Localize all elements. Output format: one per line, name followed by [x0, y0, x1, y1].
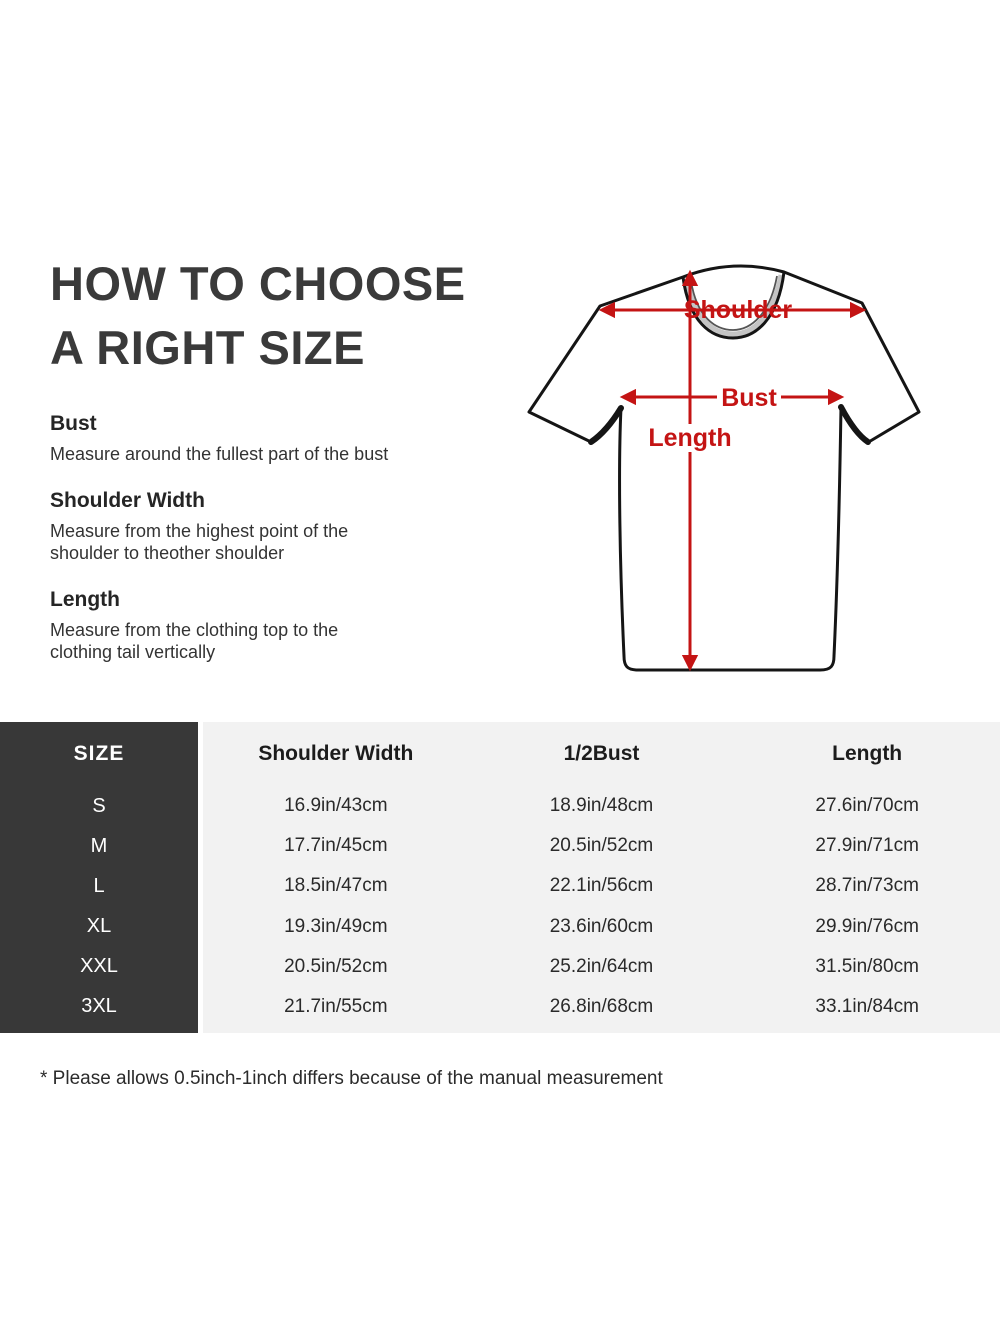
- size-table: [0, 722, 1000, 1033]
- measurement-disclaimer: * Please allows 0.5inch-1inch differs because of the manual measurement: [40, 1068, 663, 1089]
- cell-shoulder-width: 20.5in/52cm: [284, 955, 388, 977]
- instruction-length-text-line1: Measure from the clothing top to the: [50, 620, 339, 640]
- length-arrow-label: Length: [648, 424, 732, 452]
- cell-half-bust: 26.8in/68cm: [549, 995, 654, 1017]
- size-table-measurements: [203, 722, 1000, 1033]
- size-label-m: M: [90, 834, 108, 857]
- size-label-l: L: [93, 874, 105, 897]
- instruction-length-text-line2: clothing tail vertically: [50, 642, 216, 662]
- cell-length: 27.6in/70cm: [815, 795, 919, 817]
- cell-shoulder-width: 16.9in/43cm: [284, 795, 388, 817]
- tshirt-measurement-diagram: [500, 240, 970, 685]
- cell-shoulder-width: 21.7in/55cm: [284, 995, 388, 1017]
- page-title-line1: HOW TO CHOOSE: [50, 257, 466, 310]
- cell-half-bust: 22.1in/56cm: [549, 875, 654, 897]
- instruction-bust-heading: Bust: [50, 412, 97, 435]
- table-row: [203, 987, 1000, 1027]
- table-row: [203, 947, 1000, 987]
- size-label-3xl: 3XL: [81, 995, 117, 1018]
- cell-shoulder-width: 17.7in/45cm: [284, 835, 388, 857]
- table-row: [203, 826, 1000, 866]
- instruction-shoulder-heading: Shoulder Width: [50, 489, 205, 512]
- shoulder-arrow-label: Shoulder: [683, 296, 793, 324]
- cell-length: 29.9in/76cm: [815, 915, 919, 937]
- header-length: Length: [832, 742, 903, 765]
- header-half-bust: 1/2Bust: [563, 742, 640, 765]
- header-shoulder-width: Shoulder Width: [258, 742, 414, 765]
- size-column-header: SIZE: [73, 742, 125, 765]
- cell-length: 33.1in/84cm: [815, 995, 919, 1017]
- instruction-shoulder-text-line1: Measure from the highest point of the: [50, 521, 349, 541]
- measuring-instructions: [50, 412, 470, 687]
- page-title-line2: A RIGHT SIZE: [50, 321, 365, 374]
- size-label-xxl: XXL: [80, 955, 118, 978]
- table-row: [203, 907, 1000, 947]
- cell-half-bust: 18.9in/48cm: [549, 795, 654, 817]
- size-label-s: S: [92, 794, 106, 817]
- instruction-shoulder-width: [50, 489, 470, 564]
- page-title: [50, 252, 466, 380]
- table-row: [203, 786, 1000, 826]
- instruction-bust: [50, 412, 470, 465]
- cell-length: 27.9in/71cm: [815, 835, 919, 857]
- tshirt-outline: [529, 266, 919, 670]
- instruction-bust-text: Measure around the fullest part of the bust: [50, 444, 389, 464]
- cell-length: 28.7in/73cm: [815, 875, 919, 897]
- cell-shoulder-width: 18.5in/47cm: [284, 875, 388, 897]
- size-label-xl: XL: [86, 915, 112, 938]
- tshirt-diagram-svg: [500, 240, 970, 685]
- cell-half-bust: 25.2in/64cm: [549, 955, 654, 977]
- cell-half-bust: 23.6in/60cm: [549, 915, 654, 937]
- instruction-length: [50, 588, 470, 663]
- table-row: [203, 866, 1000, 906]
- cell-length: 31.5in/80cm: [815, 955, 919, 977]
- instruction-shoulder-text-line2: shoulder to theother shoulder: [50, 543, 285, 563]
- size-table-header-row: [203, 722, 1000, 786]
- cell-half-bust: 20.5in/52cm: [549, 835, 654, 857]
- cell-shoulder-width: 19.3in/49cm: [284, 915, 388, 937]
- bust-arrow-label: Bust: [721, 384, 777, 412]
- size-table-size-column: [0, 722, 198, 1033]
- instruction-length-heading: Length: [50, 588, 120, 611]
